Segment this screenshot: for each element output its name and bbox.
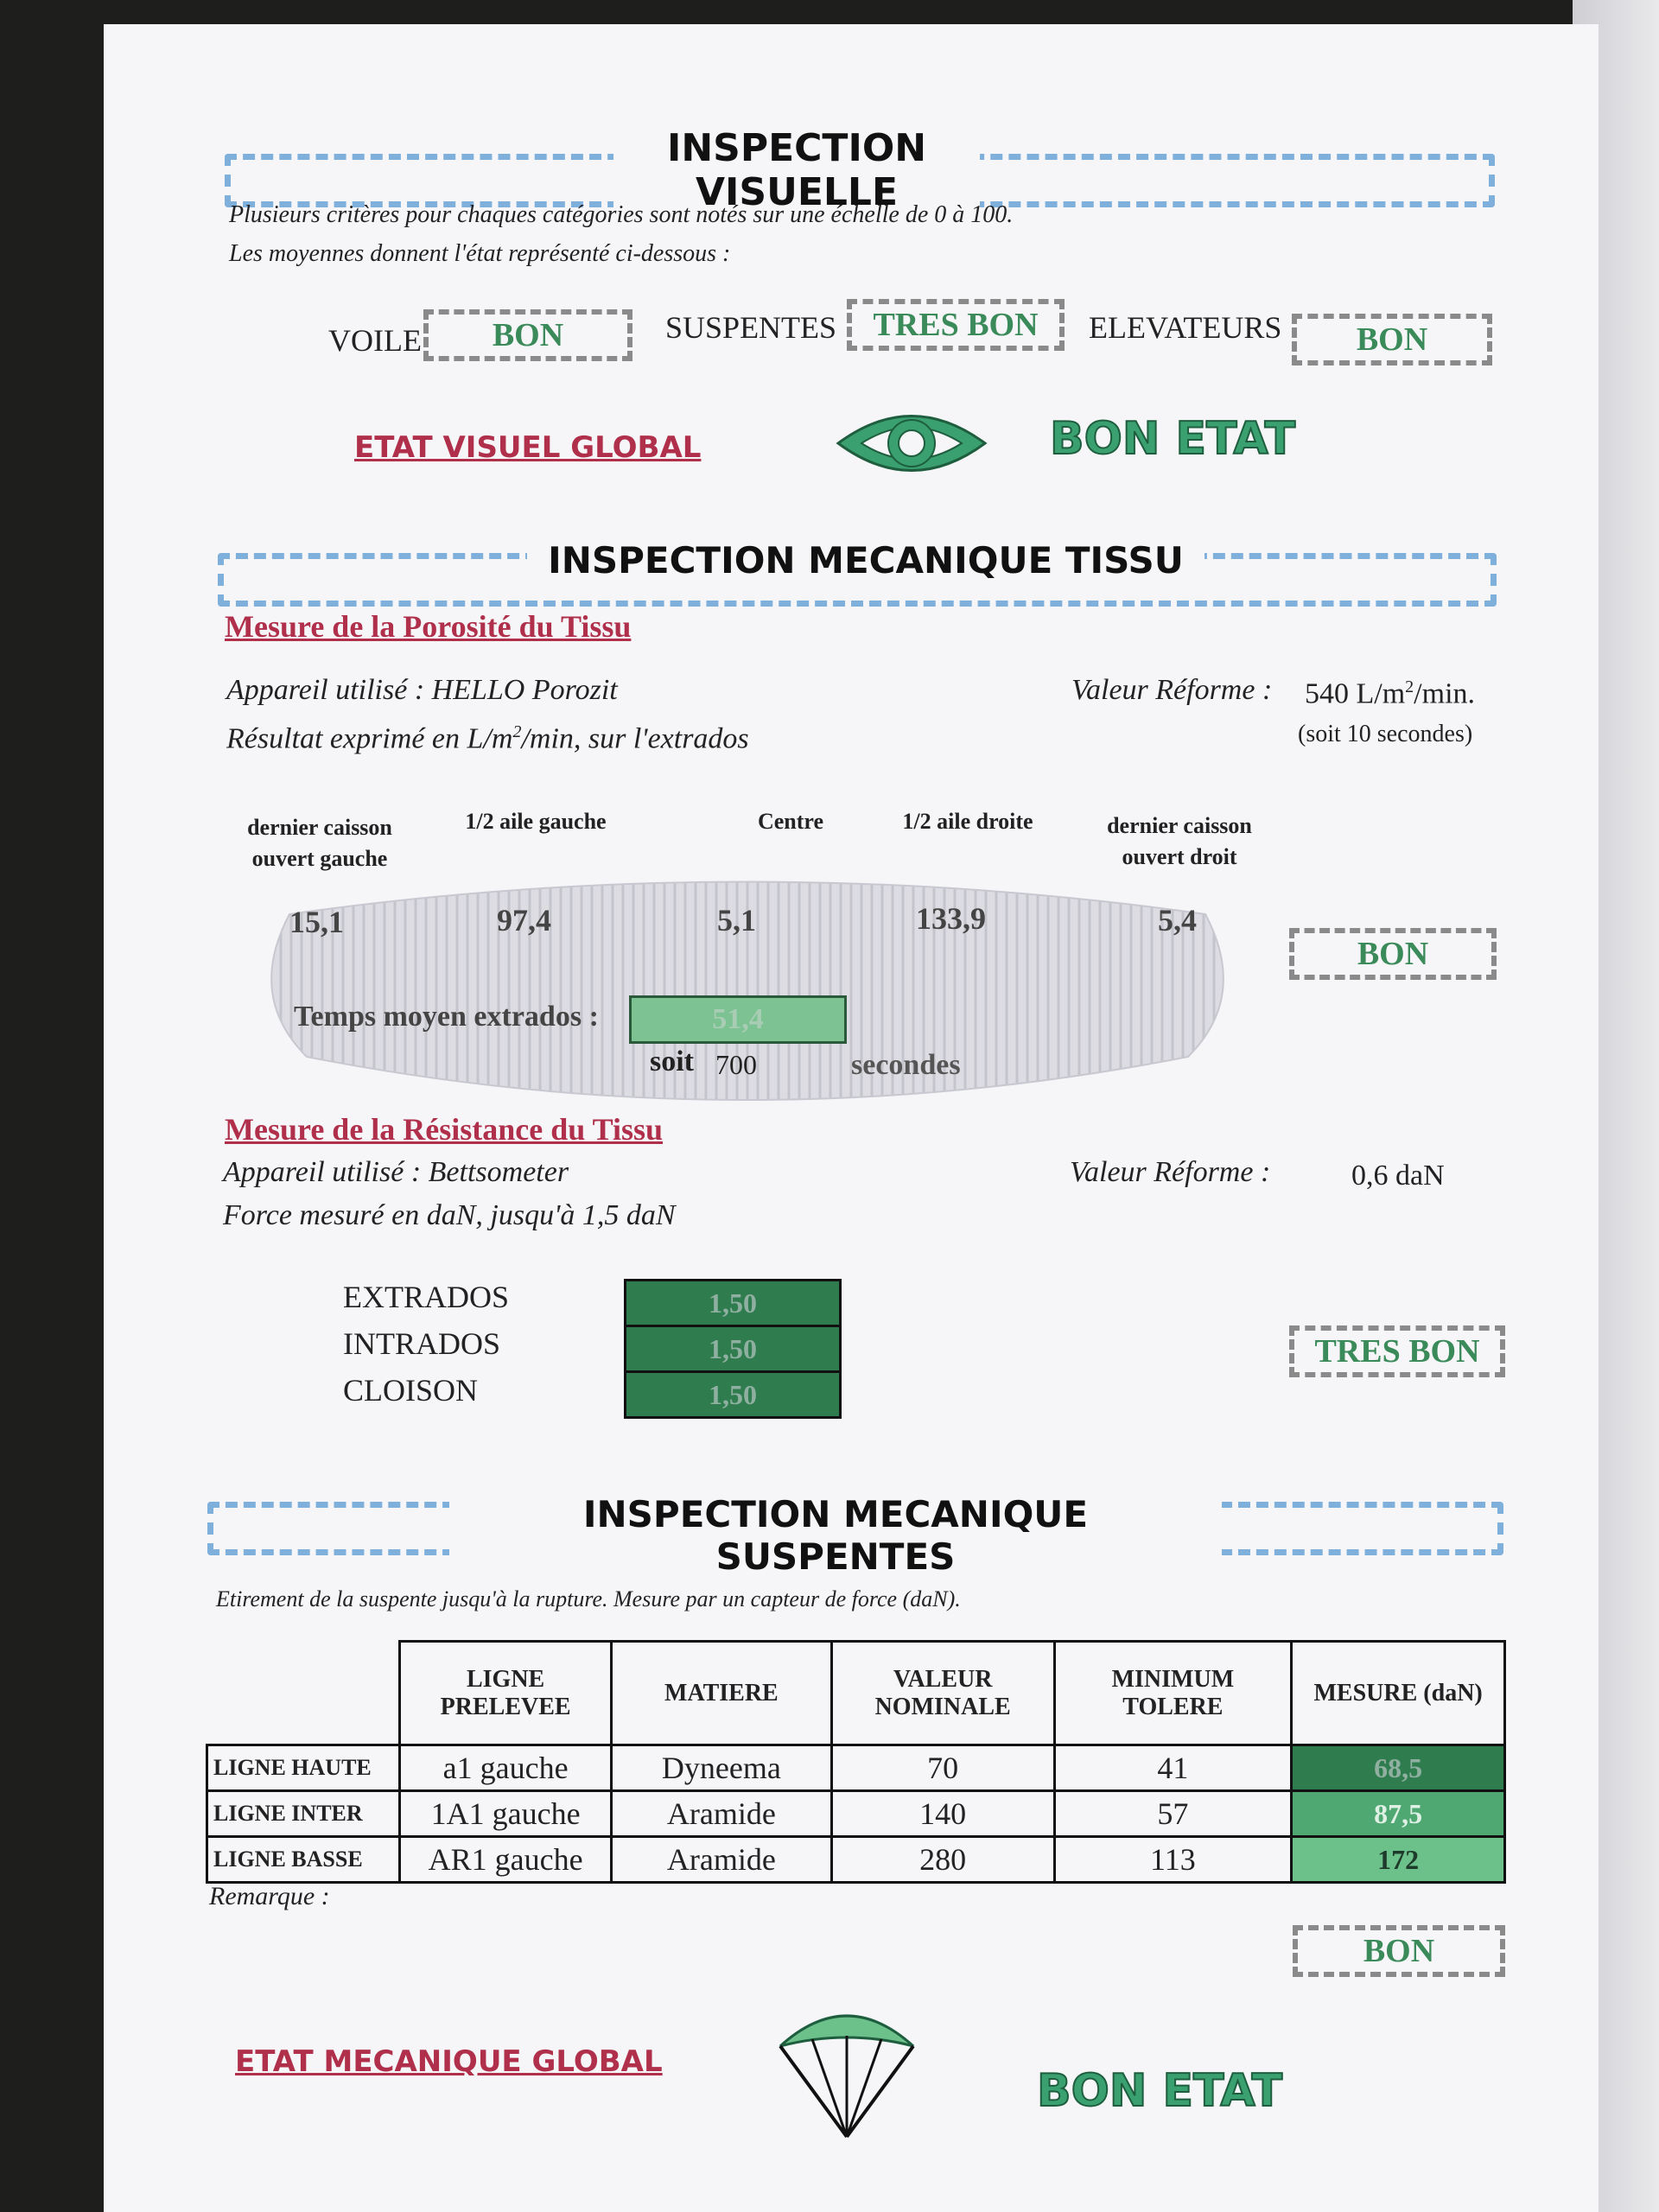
porosity-value-center: 5,1 [717,903,756,938]
mechanical-global-status: BON ETAT [1037,2065,1283,2117]
elevateurs-label: ELEVATEURS [1089,310,1282,345]
avg-time-label: Temps moyen extrados : [294,1001,599,1033]
suspentes-label: SUSPENTES [665,310,837,345]
soit-value: 700 [715,1049,757,1080]
eye-icon [834,404,989,482]
cell-ligne: a1 gauche [400,1745,612,1791]
cell-ligne: 1A1 gauche [400,1791,612,1837]
cell-mesure: 172 [1292,1837,1505,1883]
pos-label-right-end: dernier caisson ouvert droit [1107,813,1252,869]
header-minimum: MINIMUM TOLERE [1054,1642,1292,1745]
resistance-device: Appareil utilisé : Bettsometer [223,1156,569,1188]
cell-nominale: 140 [831,1791,1054,1837]
resistance-heading: Mesure de la Résistance du Tissu [225,1112,664,1147]
header-nominale: VALEUR NOMINALE [831,1642,1054,1745]
suspentes-table [206,1640,1506,1884]
header-mesure: MESURE (daN) [1292,1642,1505,1745]
row-label: LIGNE INTER [207,1791,400,1837]
cell-matiere: Aramide [612,1837,832,1883]
seconds-label: secondes [851,1049,961,1081]
pos-label-center: Centre [757,809,824,834]
table-row [207,1745,1505,1791]
suspentes-rating-badge: TRES BON [847,299,1065,351]
header-matiere: MATIERE [612,1642,832,1745]
row-label: LIGNE BASSE [207,1837,400,1883]
header-ligne: LIGNE PRELEVEE [400,1642,612,1745]
resistance-row-label-extrados: EXTRADOS [343,1280,510,1314]
porosity-value-half-right: 133,9 [916,901,986,936]
porosity-reform-note: (soit 10 secondes) [1298,721,1473,747]
resistance-force-line: Force mesuré en daN, jusqu'à 1,5 daN [223,1199,676,1231]
cell-matiere: Dyneema [612,1745,832,1791]
inspection-report-page [104,24,1599,2212]
avg-time-value: 51,4 [629,995,847,1044]
porosity-value-half-left: 97,4 [497,903,551,938]
voile-label: VOILE [328,323,422,358]
pos-label-half-right: 1/2 aile droite [902,809,1033,834]
section-title-visual: INSPECTION VISUELLE [613,126,980,214]
porosity-reform-label: Valeur Réforme : [1071,674,1273,706]
porosity-heading: Mesure de la Porosité du Tissu [225,609,632,644]
visual-intro-line1: Plusieurs critères pour chaques catégories sont notés sur une échelle de 0 à 100. [229,201,1014,228]
resistance-row-label-intrados: INTRADOS [343,1326,501,1361]
visual-intro-line2: Les moyennes donnent l'état représenté ci-dessous : [229,240,731,267]
porosity-rating-badge: BON [1289,928,1497,980]
resistance-reform-label: Valeur Réforme : [1070,1156,1271,1188]
pos-label-left-end: dernier caisson ouvert gauche [247,815,392,871]
porosity-device: Appareil utilisé : HELLO Porozit [226,674,618,706]
section-title-tissu: INSPECTION MECANIQUE TISSU [527,539,1205,582]
resistance-value-intrados: 1,50 [624,1325,842,1373]
cell-matiere: Aramide [612,1791,832,1837]
cell-nominale: 280 [831,1837,1054,1883]
cell-minimum: 57 [1054,1791,1292,1837]
suspentes-intro: Etirement de la suspente jusqu'à la rupture. Mesure par un capteur de force (daN). [216,1586,961,1611]
suspentes-rating-badge: BON [1293,1925,1505,1977]
resistance-row-label-cloison: CLOISON [343,1373,479,1408]
resistance-value-extrados: 1,50 [624,1279,842,1327]
cell-mesure: 68,5 [1292,1745,1505,1791]
pos-label-half-left: 1/2 aile gauche [465,809,607,834]
resistance-rating-badge: TRES BON [1289,1325,1505,1377]
visual-global-status: BON ETAT [1050,413,1296,465]
cell-mesure: 87,5 [1292,1791,1505,1837]
porosity-unit-line: Résultat exprimé en $L/m^2/\min$, sur l'extrados [226,722,749,755]
section-title-suspentes: INSPECTION MECANIQUE SUSPENTES [449,1493,1222,1578]
elevateurs-rating-badge: BON [1292,314,1492,365]
voile-rating-badge: BON [423,309,632,361]
porosity-value-left-end: 15,1 [289,905,344,939]
remark-label: Remarque : [209,1882,330,1910]
cell-ligne: AR1 gauche [400,1837,612,1883]
resistance-value-cloison: 1,50 [624,1370,842,1419]
parachute-icon [773,2003,920,2141]
cell-minimum: 41 [1054,1745,1292,1791]
table-header-row [207,1642,1505,1745]
cell-nominale: 70 [831,1745,1054,1791]
row-label: LIGNE HAUTE [207,1745,400,1791]
visual-global-label: ETAT VISUEL GLOBAL [354,430,702,465]
porosity-reform-value: 540 $L/m^2/\min$. [1305,677,1476,710]
soit-label: soit [650,1046,694,1077]
table-row [207,1837,1505,1883]
table-row [207,1791,1505,1837]
mechanical-global-label: ETAT MECANIQUE GLOBAL [235,2044,663,2079]
resistance-reform-value: 0,6 daN [1351,1160,1445,1192]
porosity-value-right-end: 5,4 [1158,903,1197,938]
cell-minimum: 113 [1054,1837,1292,1883]
